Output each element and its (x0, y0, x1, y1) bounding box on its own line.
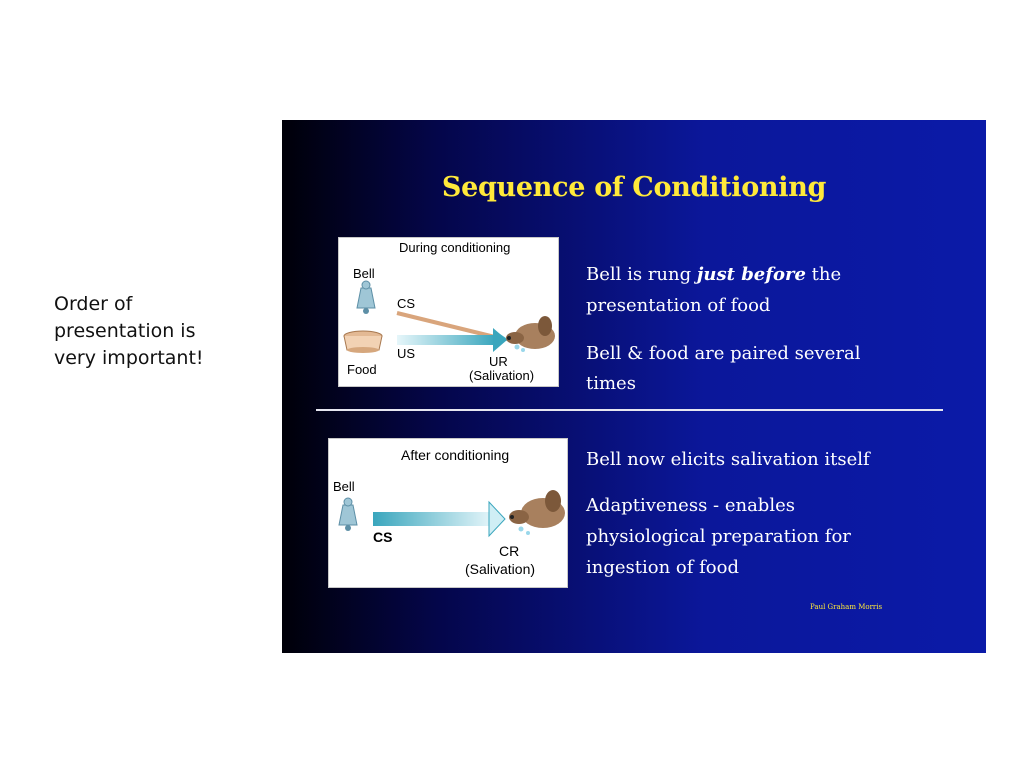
side-note (54, 291, 254, 372)
dog-icon (506, 316, 555, 352)
cs-arrow (373, 502, 505, 536)
bell-icon (357, 281, 375, 314)
us-label: US (397, 346, 416, 361)
side-note-line-1: Order of (54, 293, 133, 315)
cr-sublabel: (Salivation) (465, 561, 536, 577)
slide-image (282, 120, 986, 653)
ur-sublabel: (Salivation) (469, 368, 535, 383)
cs-label: CS (397, 296, 416, 311)
slide-title: Sequence of Conditioning (441, 172, 827, 203)
during-conditioning-heading: During conditioning (399, 240, 511, 255)
bell-label: Bell (333, 479, 355, 494)
during-text-line-2: presentation of food (586, 295, 771, 316)
dog-icon (509, 490, 565, 535)
during-text-line-4: times (586, 373, 636, 394)
after-text-line-4: ingestion of food (586, 557, 739, 578)
during-text-line-3: Bell & food are paired several (586, 343, 861, 364)
cs-label: CS (373, 529, 393, 545)
during-conditioning-panel (338, 237, 559, 387)
after-text-line-2: Adaptiveness - enables (586, 495, 795, 516)
section-divider (316, 409, 943, 411)
after-text-line-3: physiological preparation for (586, 526, 851, 547)
cr-label: CR (499, 543, 520, 559)
during-text-line-1: Bell is rung just before the (586, 264, 842, 285)
food-bowl-icon (344, 331, 382, 353)
after-conditioning-panel (328, 438, 568, 588)
ur-label: UR (489, 354, 508, 369)
bell-icon (339, 498, 357, 531)
cs-connection-line (397, 313, 499, 338)
side-note-line-3: very important! (54, 347, 204, 369)
bell-label: Bell (353, 266, 375, 281)
author-credit: Paul Graham Morris (810, 603, 883, 611)
after-text-line-1: Bell now elicits salivation itself (586, 449, 870, 470)
food-label: Food (347, 362, 377, 377)
side-note-line-2: presentation is (54, 320, 196, 342)
after-conditioning-heading: After conditioning (401, 447, 510, 463)
